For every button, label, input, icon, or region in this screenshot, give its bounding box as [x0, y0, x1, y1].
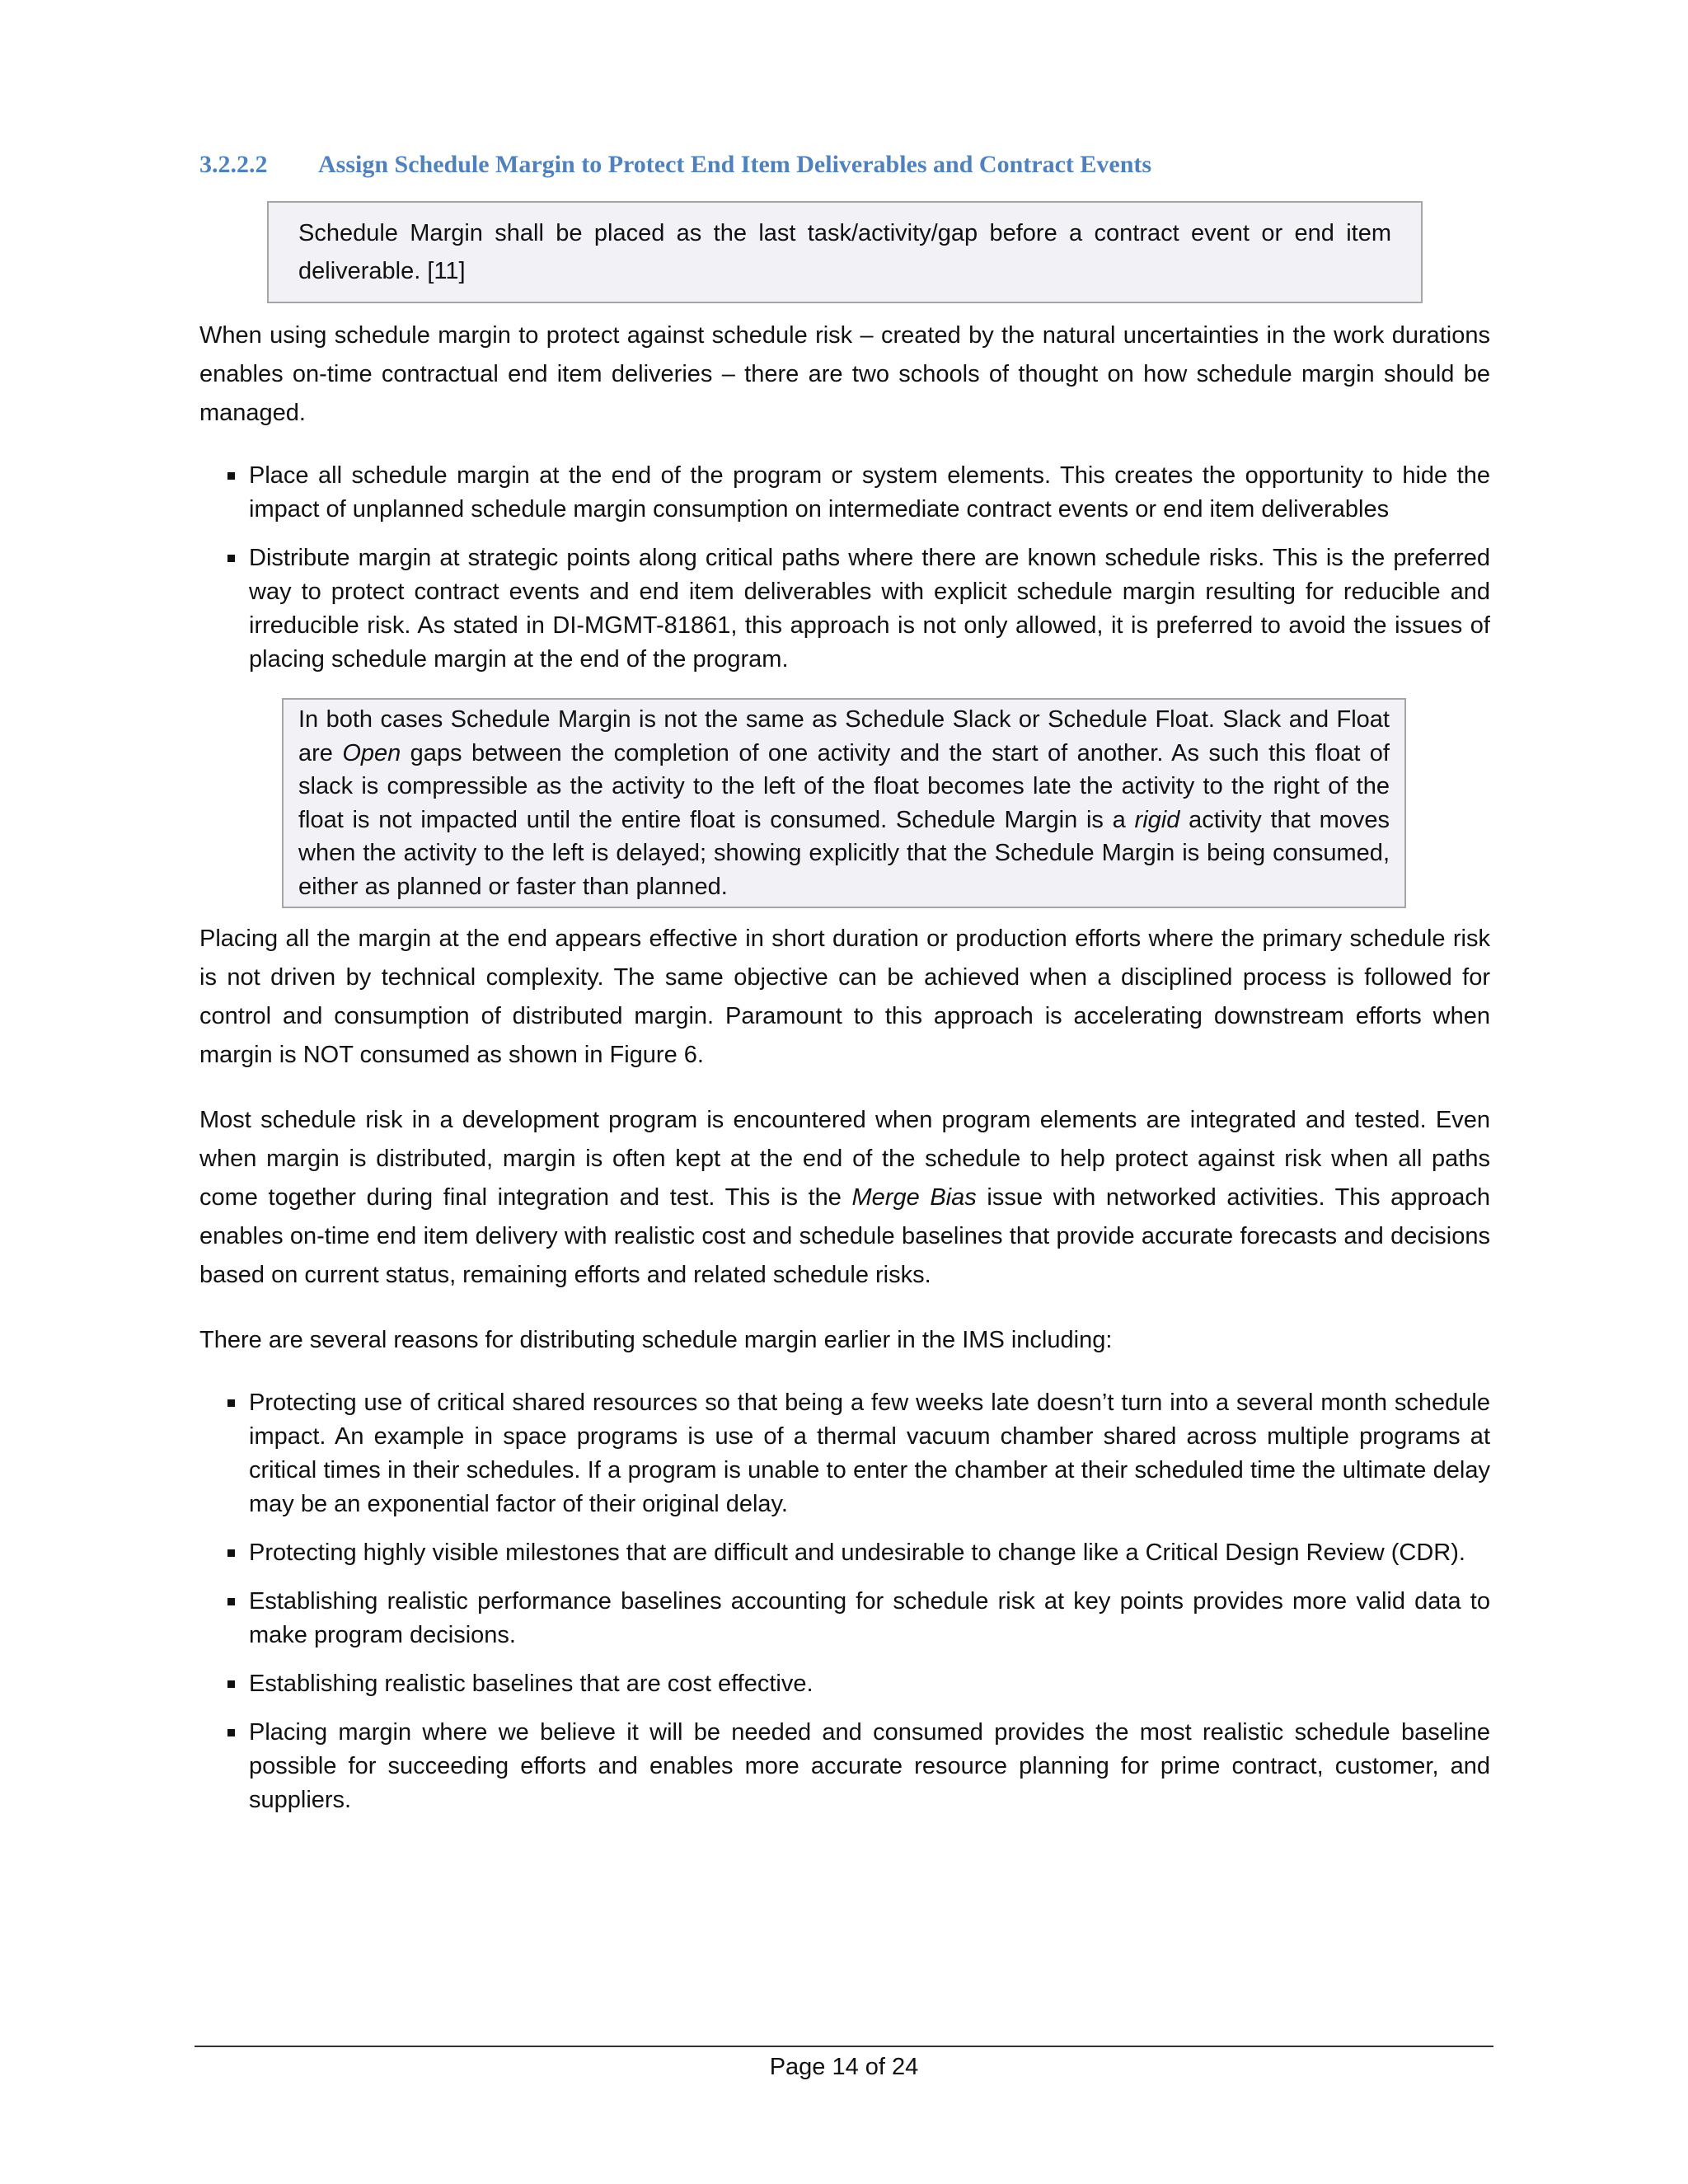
callout-emphasis: Open	[342, 739, 401, 766]
callout-text: In both cases Schedule Margin is not the same as Schedule Slack or Schedule Float. Slack and Float are	[298, 706, 1390, 766]
callout-emphasis: rigid	[1134, 806, 1180, 833]
list-item-text: Establishing realistic baselines that are cost effective.	[249, 1671, 814, 1697]
list-item	[249, 1585, 1490, 1652]
paragraph-intro: When using schedule margin to protect against schedule risk – created by the natural uncertainties in the work durations enables on-time contractual end item deliveries – there are two schools of thought on how schedule margin should be managed.	[199, 322, 1490, 426]
bullet-icon	[227, 1549, 235, 1557]
margin-approach-list	[199, 459, 1490, 677]
page-content	[199, 148, 1490, 1839]
list-item-text: Place all schedule margin at the end of the program or system elements. This creates the opportunity to hide the impact of unplanned schedule margin consumption on intermediate contract events or end item deliverables	[249, 462, 1490, 523]
list-item-text: Placing margin where we believe it will be needed and consumed provides the most realistic schedule baseline possible for succeeding efforts and enables more accurate resource planning for prime contract, customer, and suppliers.	[249, 1719, 1490, 1813]
list-item-text: Establishing realistic performance baselines accounting for schedule risk at key points provides more valid data to make program decisions.	[249, 1588, 1490, 1648]
requirement-callout: Schedule Margin shall be placed as the last task/activity/gap before a contract event or end item deliverable. [11]	[267, 201, 1423, 303]
paragraph-reasons-intro: There are several reasons for distributing schedule margin earlier in the IMS including:	[199, 1327, 1113, 1353]
bullet-icon	[227, 1598, 235, 1605]
paragraph-emphasis: Merge Bias	[851, 1184, 977, 1211]
footer-divider	[195, 2046, 1493, 2047]
bullet-icon	[227, 472, 235, 480]
list-item-text: Protecting use of critical shared resources so that being a few weeks late doesn’t turn into a several month schedule impact. An example in space programs is use of a thermal vacuum chamber shared across multiple programs at critical times in their schedules. If a program is unable to enter the chamber at their scheduled time the ultimate delay may be an exponential factor of their original delay.	[249, 1390, 1490, 1517]
callout-text: activity that moves when the activity to the left is delayed; showing explicitly that the Schedule Margin is being consumed, either as planned or faster than planned.	[298, 806, 1390, 900]
section-heading	[199, 148, 1490, 181]
list-item	[249, 459, 1490, 527]
paragraph-text: issue with networked activities. This approach enables on-time end item delivery with realistic cost and schedule baselines that provide accurate forecasts and decisions based on current status, remaining efforts and related schedule risks.	[199, 1184, 1491, 1288]
list-item-text: Protecting highly visible milestones that are difficult and undesirable to change like a Critical Design Review (CDR).	[249, 1540, 1465, 1566]
list-item	[249, 1386, 1490, 1521]
paragraph-text: Most schedule risk in a development program is encountered when program elements are integrated and tested. Even when margin is distributed, margin is often kept at the end of the schedule to help protect against risk when all paths come together during final integration and test. This is the	[199, 1107, 1490, 1211]
margin-vs-float-callout	[282, 698, 1406, 908]
section-number: 3.2.2.2	[199, 151, 268, 178]
bullet-icon	[227, 1399, 235, 1407]
page-number: Page 14 of 24	[769, 2054, 919, 2080]
reasons-list	[199, 1386, 1490, 1817]
paragraph-margin-at-end: Placing all the margin at the end appears effective in short duration or production efforts where the primary schedule risk is not driven by technical complexity. The same objective can be achieved when a disciplined process is followed for control and consumption of distributed margin. Paramount to this approach is accelerating downstream efforts when margin is NOT consumed as shown in Figure 6.	[199, 926, 1490, 1068]
section-title: Assign Schedule Margin to Protect End Item Deliverables and Contract Events	[318, 151, 1152, 178]
list-item	[249, 1536, 1490, 1570]
bullet-icon	[227, 555, 235, 562]
list-item	[249, 1667, 1490, 1701]
bullet-icon	[227, 1680, 235, 1688]
list-item	[249, 1716, 1490, 1817]
paragraph-merge-bias	[199, 1101, 1490, 1295]
bullet-icon	[227, 1729, 235, 1736]
list-item	[249, 541, 1490, 677]
list-item-text: Distribute margin at strategic points along critical paths where there are known schedule risks. This is the preferred way to protect contract events and end item deliverables with explicit schedule margin resulting for reducible and irreducible risk. As stated in DI-MGMT-81861, this approach is not only allowed, it is preferred to avoid the issues of placing schedule margin at the end of the program.	[249, 545, 1490, 673]
callout-text: gaps between the completion of one activity and the start of another. As such this float of slack is compressible as the activity to the left of the float becomes late the activity to the right of the float is not impacted until the entire float is consumed. Schedule Margin is a	[298, 739, 1390, 833]
